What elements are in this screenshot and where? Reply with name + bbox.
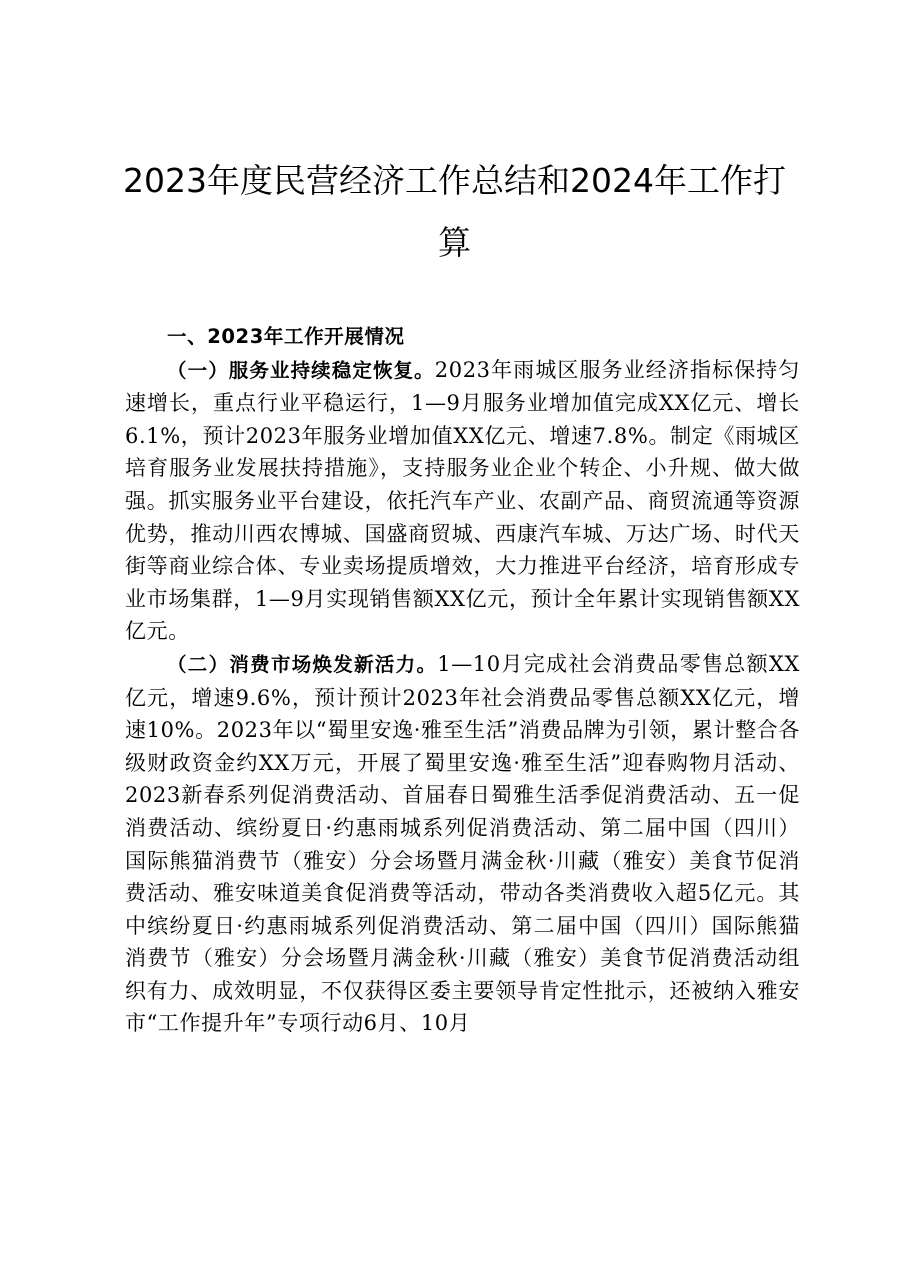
document-body — [125, 321, 800, 1040]
paragraph-lead: （一）服务业持续稳定恢复。 — [167, 358, 435, 382]
document-title: 2023年度民营经济工作总结和2024年工作打算 — [123, 161, 786, 262]
paragraph-lead: （二）消费市场焕发新活力。 — [167, 652, 438, 676]
paragraph-consumer-market — [125, 648, 800, 1040]
paragraph-text: 1—10月完成社会消费品零售总额XX亿元，增速9.6%，预计预计2023年社会消费品零售总额XX亿元，增速10%。2023年以“蜀里安逸·雅至生活”消费品牌为引领，累计整合各级财政资金约XX万元，开展了蜀里安逸·雅至生活”迎春购物月活动、2023新春系列促消费活动、首届春日蜀雅生活季促消费活动、五一促消费活动、缤纷夏日·约惠雨城系列促消费活动、第二届中国（四川）国际熊猫消费节（雅安）分会场暨月满金秋·川藏（雅安）美食节促消费活动、雅安味道美食促消费等活动，带动各类消费收入超5亿元。其中缤纷夏日·约惠雨城系列促消费活动、第二届中国（四川）国际熊猫消费节（雅安）分会场暨月满金秋·川藏（雅安）美食节促消费活动组织有力、成效明显，不仅获得区委主要领导肯定性批示，还被纳入雅安市“工作提升年”专项行动6月、10月 — [125, 651, 800, 1036]
section-heading: 一、2023年工作开展情况 — [167, 325, 405, 348]
paragraph-text: 2023年雨城区服务业经济指标保持匀速增长，重点行业平稳运行，1—9月服务业增加值完成XX亿元、增长6.1%，预计2023年服务业增加值XX亿元、增速7.8%。制定《雨城区培育服务业发展扶持措施》，支持服务业企业个转企、小升规、做大做强。抓实服务业平台建设，依托汽车产业、农副产品、商贸流通等资源优势，推动川西农博城、国盛商贸城、西康汽车城、万达广场、时代天街等商业综合体、专业卖场提质增效，大力推进平台经济，培育形成专业市场集群，1—9月实现销售额XX亿元，预计全年累计实现销售额XX亿元。 — [125, 357, 800, 644]
paragraph-service-industry — [125, 354, 800, 648]
